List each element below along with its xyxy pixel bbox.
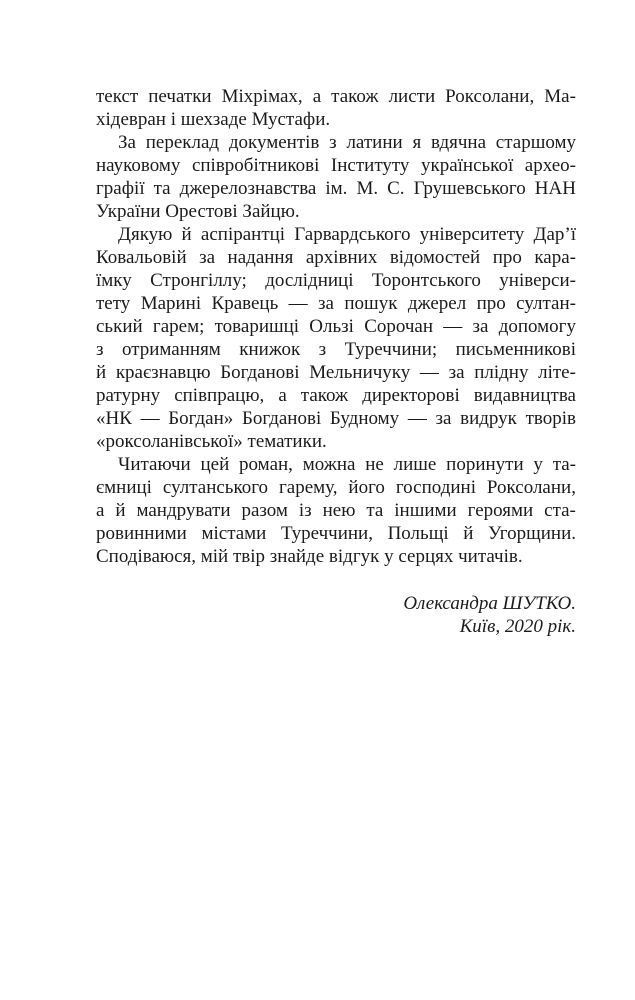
text-line: й краєзнавцю Богданові Мельничуку — за плідну літе- [96, 362, 576, 383]
body-paragraphs [96, 85, 576, 568]
text-line: тету Марині Кравець — за пошук джерел про султан- [96, 293, 576, 314]
signature-block [96, 592, 576, 638]
text-line: ратурну співпрацю, а також директорові видавництва [96, 385, 576, 406]
text-line: а й мандрувати разом із нею та іншими героями ста- [96, 500, 576, 521]
text-line: Читаючи цей роман, можна не лише поринути у та- [118, 454, 576, 475]
text-line: За переклад документів з латини я вдячна старшому [118, 132, 576, 153]
signature-author: Олександра ШУТКО. [403, 593, 576, 614]
text-line: ський гарем; товаришці Ользі Сорочан — за допомогу [96, 316, 576, 337]
text-line: «НК — Богдан» Богданові Будному — за видрук творів [96, 408, 576, 429]
text-line: Дякую й аспірантці Гарвардського університету Дар’ї [118, 224, 576, 245]
signature-place-date: Київ, 2020 рік. [459, 616, 576, 637]
text-line: Сподіваюся, мій твір знайде відгук у серцях читачів. [96, 546, 523, 567]
text-line: науковому співробітникові Інституту української архео- [96, 155, 576, 176]
text-line: хідевран і шехзаде Мустафи. [96, 109, 331, 130]
text-line: графії та джерелознавства ім. М. С. Грушевського НАН [96, 178, 576, 199]
text-line: ємниці султанського гарему, його господині Роксолани, [96, 477, 576, 498]
text-line: України Орестові Зайцю. [96, 201, 300, 222]
page-text-block [96, 85, 576, 638]
text-line: текст печатки Міхрімах, а також листи Роксолани, Ма- [96, 86, 576, 107]
text-line: з отриманням книжок з Туреччини; письменникові [96, 339, 576, 360]
text-line: Ковальовій за надання архівних відомостей про кара- [96, 247, 576, 268]
text-line: їмку Стронгіллу; дослідниці Торонтського універси- [96, 270, 576, 291]
text-line: ровинними містами Туреччини, Польщі й Угорщини. [96, 523, 576, 544]
text-line: «роксоланівської» тематики. [96, 431, 327, 452]
